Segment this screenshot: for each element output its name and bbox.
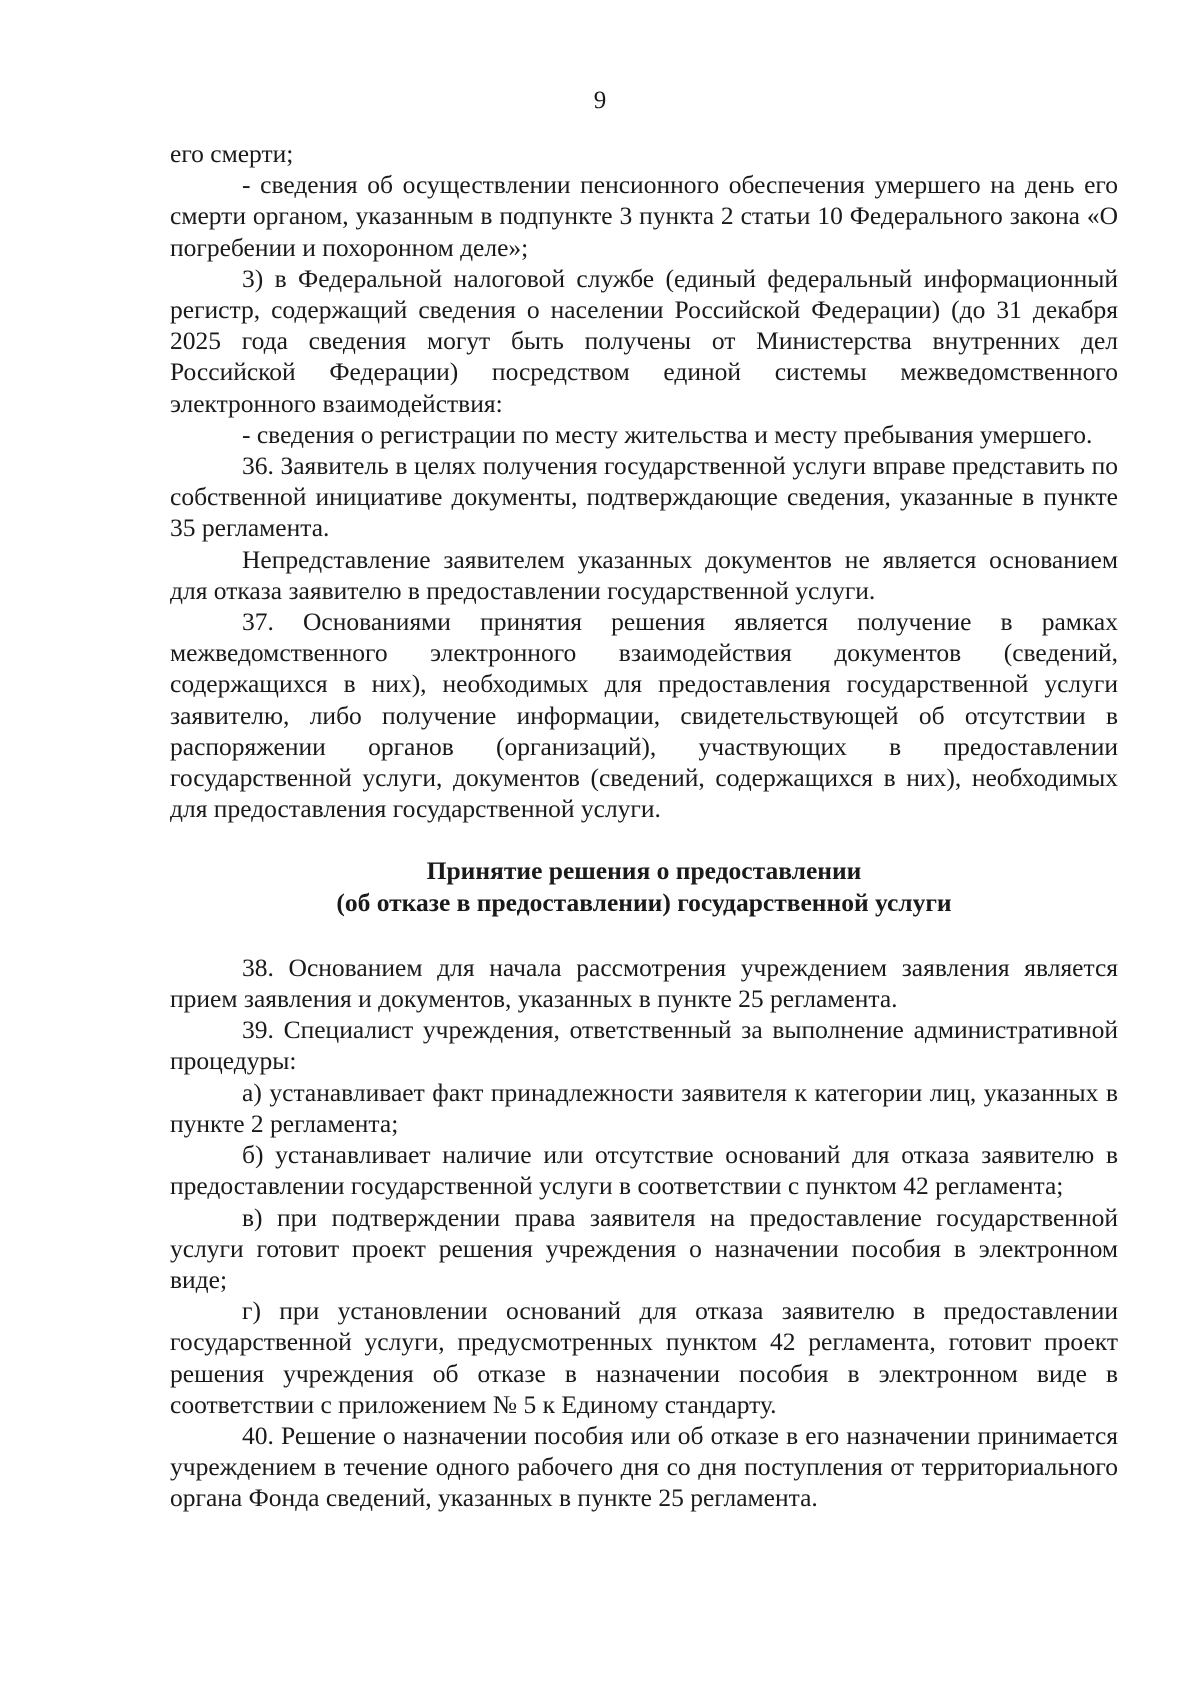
page-number: 9 (593, 87, 607, 114)
paragraph: Непредставление заявителем указанных документов не является основанием для отказа заявителю в предоставлении государственной услуги. (170, 544, 1118, 605)
paragraph: 38. Основанием для начала рассмотрения учреждением заявления является прием заявления и документов, указанных в пункте 25 регламента. (170, 952, 1118, 1014)
section-heading (170, 855, 1118, 917)
paragraph: 40. Решение о назначении пособия или об отказе в его назначении принимается учреждением в течение одного рабочего дня со дня поступления от территориального органа Фонда сведений, указанных в пункте 25 регламента. (170, 1420, 1118, 1513)
section-heading-line-1: Принятие решения о предоставлении (426, 856, 862, 886)
section-heading-line-2: (об отказе в предоставлении) государственной услуги (336, 887, 952, 917)
paragraph: 39. Специалист учреждения, ответственный за выполнение административной процедуры: (170, 1015, 1118, 1076)
paragraph: его смерти; (170, 139, 294, 168)
paragraph: в) при подтверждении права заявителя на предоставление государственной услуги готовит проект решения учреждения о назначении пособия в электронном виде; (170, 1202, 1118, 1294)
paragraph: 3) в Федеральной налоговой службе (единый федеральный информационный регистр, содержащий сведения о населении Российской Федерации) (до 31 декабря 2025 года сведения могут быть получены от Министерства внутренних дел Российской Федерации) посредством единой системы межведомственного электронного взаимодействия: (170, 263, 1118, 418)
paragraph: - сведения об осуществлении пенсионного обеспечения умершего на день его смерти органом, указанным в подпункте 3 пункта 2 статьи 10 Федерального закона «О погребении и похоронном деле»; (170, 170, 1118, 262)
paragraph: - сведения о регистрации по месту жительства и месту пребывания умершего. (242, 419, 1093, 449)
document-body (170, 138, 1118, 1514)
paragraph: а) устанавливает факт принадлежности заявителя к категории лиц, указанных в пункте 2 регламента; (170, 1077, 1118, 1138)
paragraph: б) устанавливает наличие или отсутствие оснований для отказа заявителю в предоставлении государственной услуги в соответствии с пунктом 42 регламента; (170, 1140, 1118, 1201)
paragraph: 37. Основаниями принятия решения является получение в рамках межведомственного электронного взаимодействия документов (сведений, содержащихся в них), необходимых для предоставления государственной услуги заявителю, либо получение информации, свидетельствующей об отсутствии в распоряжении органов (организаций), участвующих в предоставлении государственной услуги, документов (сведений, содержащихся в них), необходимых для предоставления государственной услуги. (170, 607, 1118, 824)
paragraph: 36. Заявитель в целях получения государственной услуги вправе представить по собственной инициативе документы, подтверждающие сведения, указанные в пункте 35 регламента. (170, 451, 1118, 543)
paragraph: г) при установлении оснований для отказа заявителю в предоставлении государственной услуги, предусмотренных пунктом 42 регламента, готовит проект решения учреждения об отказе в назначении пособия в электронном виде в соответствии с приложением № 5 к Единому стандарту. (170, 1296, 1118, 1419)
